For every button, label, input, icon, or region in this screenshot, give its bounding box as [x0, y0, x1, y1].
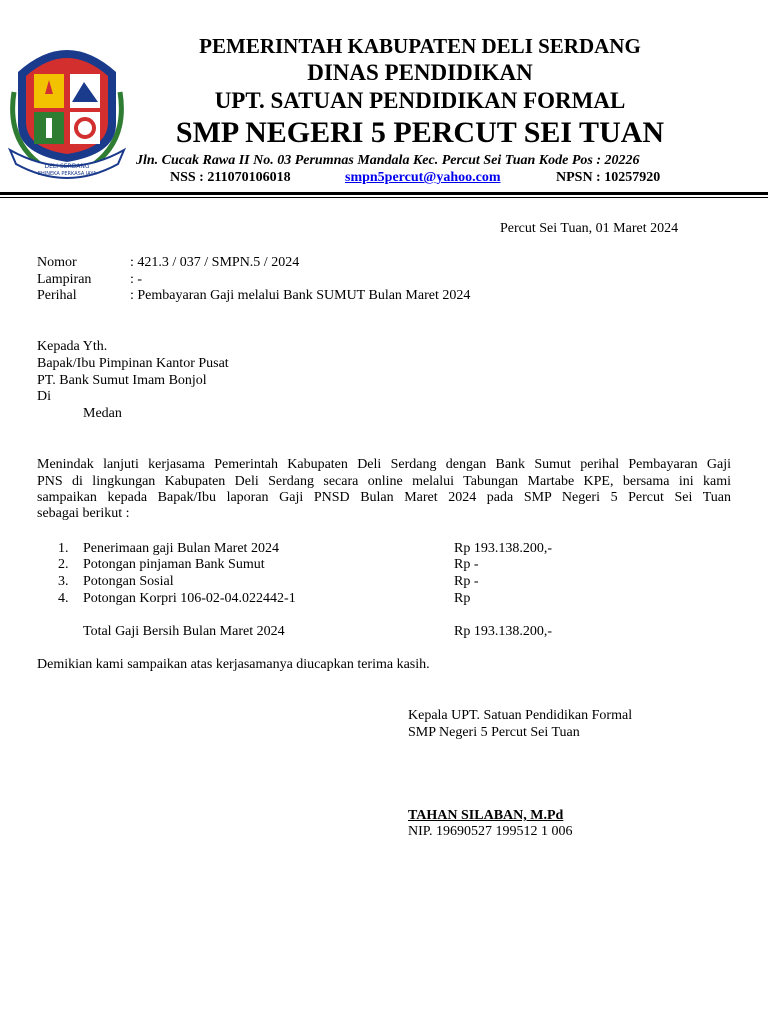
recipient-at: Di — [37, 389, 51, 404]
body-paragraph-line-2: PNS di lingkungan Kabupaten Deli Serdang secara online melalui Tabungan Martabe KPE, bersama ini kami — [37, 474, 731, 489]
meta-attachment-label: Lampiran — [37, 272, 92, 287]
signatory-name: TAHAN SILABAN, M.Pd — [408, 808, 564, 823]
letter-place-date: Percut Sei Tuan, 01 Maret 2024 — [500, 221, 679, 236]
list-item-label: Potongan pinjaman Bank Sumut — [83, 557, 265, 572]
total-label: Total Gaji Bersih Bulan Maret 2024 — [83, 624, 285, 639]
letterhead-nss: NSS : 211070106018 — [170, 170, 291, 185]
list-item-label: Penerimaan gaji Bulan Maret 2024 — [83, 541, 279, 556]
meta-subject-value: : Pembayaran Gaji melalui Bank SUMUT Bulan Maret 2024 — [130, 288, 471, 303]
svg-text:BHINEKA PERKASA JAYA: BHINEKA PERKASA JAYA — [37, 171, 97, 177]
letterhead-school-name: SMP NEGERI 5 PERCUT SEI TUAN — [175, 116, 665, 149]
meta-number-label: Nomor — [37, 255, 77, 270]
letterhead-divider-thin — [0, 197, 768, 198]
svg-text:DELI SERDANG: DELI SERDANG — [44, 163, 90, 170]
recipient-salutation: Kepada Yth. — [37, 339, 108, 354]
list-item-amount: Rp - — [454, 574, 479, 589]
total-amount: Rp 193.138.200,- — [454, 624, 552, 639]
body-paragraph-line-4: sebagai berikut : — [37, 506, 130, 521]
list-item-number: 2. — [58, 557, 69, 572]
letterhead-unit: UPT. SATUAN PENDIDIKAN FORMAL — [214, 88, 626, 113]
signatory-title-2: SMP Negeri 5 Percut Sei Tuan — [408, 725, 580, 740]
body-paragraph-line-1: Menindak lanjuti kerjasama Pemerintah Kabupaten Deli Serdang dengan Bank Sumut perihal Pembayaran Gaji — [37, 457, 731, 472]
meta-subject-label: Perihal — [37, 288, 77, 303]
letterhead-government: PEMERINTAH KABUPATEN DELI SERDANG — [199, 34, 641, 58]
list-item-amount: Rp - — [454, 557, 479, 572]
letterhead-divider-thick — [0, 192, 768, 195]
list-item-number: 3. — [58, 574, 69, 589]
closing-sentence: Demikian kami sampaikan atas kerjasamanya diucapkan terima kasih. — [37, 657, 430, 672]
letterhead-email-link[interactable]: smpn5percut@yahoo.com — [345, 170, 501, 185]
list-item-label: Potongan Sosial — [83, 574, 174, 589]
recipient-addressee: Bapak/Ibu Pimpinan Kantor Pusat — [37, 356, 229, 371]
letterhead-npsn: NPSN : 10257920 — [556, 170, 661, 185]
list-item-amount: Rp — [454, 591, 471, 606]
meta-number-value: : 421.3 / 037 / SMPN.5 / 2024 — [130, 255, 300, 270]
signatory-nip: NIP. 19690527 199512 1 006 — [408, 824, 573, 839]
letterhead-department: DINAS PENDIDIKAN — [307, 60, 533, 85]
body-paragraph-line-3: sampaikan kepada Bapak/Ibu laporan Gaji PNSD Bulan Maret 2024 pada SMP Negeri 5 Percut Sei Tuan — [37, 490, 731, 505]
letterhead-address: Jln. Cucak Rawa II No. 03 Perumnas Mandala Kec. Percut Sei Tuan Kode Pos : 20226 — [136, 153, 640, 168]
meta-attachment-value: : - — [130, 272, 143, 287]
recipient-city: Medan — [83, 406, 122, 421]
list-item-number: 1. — [58, 541, 69, 556]
list-item-amount: Rp 193.138.200,- — [454, 541, 552, 556]
recipient-organization: PT. Bank Sumut Imam Bonjol — [37, 373, 207, 388]
signatory-title-1: Kepala UPT. Satuan Pendidikan Formal — [408, 708, 633, 723]
list-item-label: Potongan Korpri 106-02-04.022442-1 — [83, 591, 296, 606]
list-item-number: 4. — [58, 591, 69, 606]
